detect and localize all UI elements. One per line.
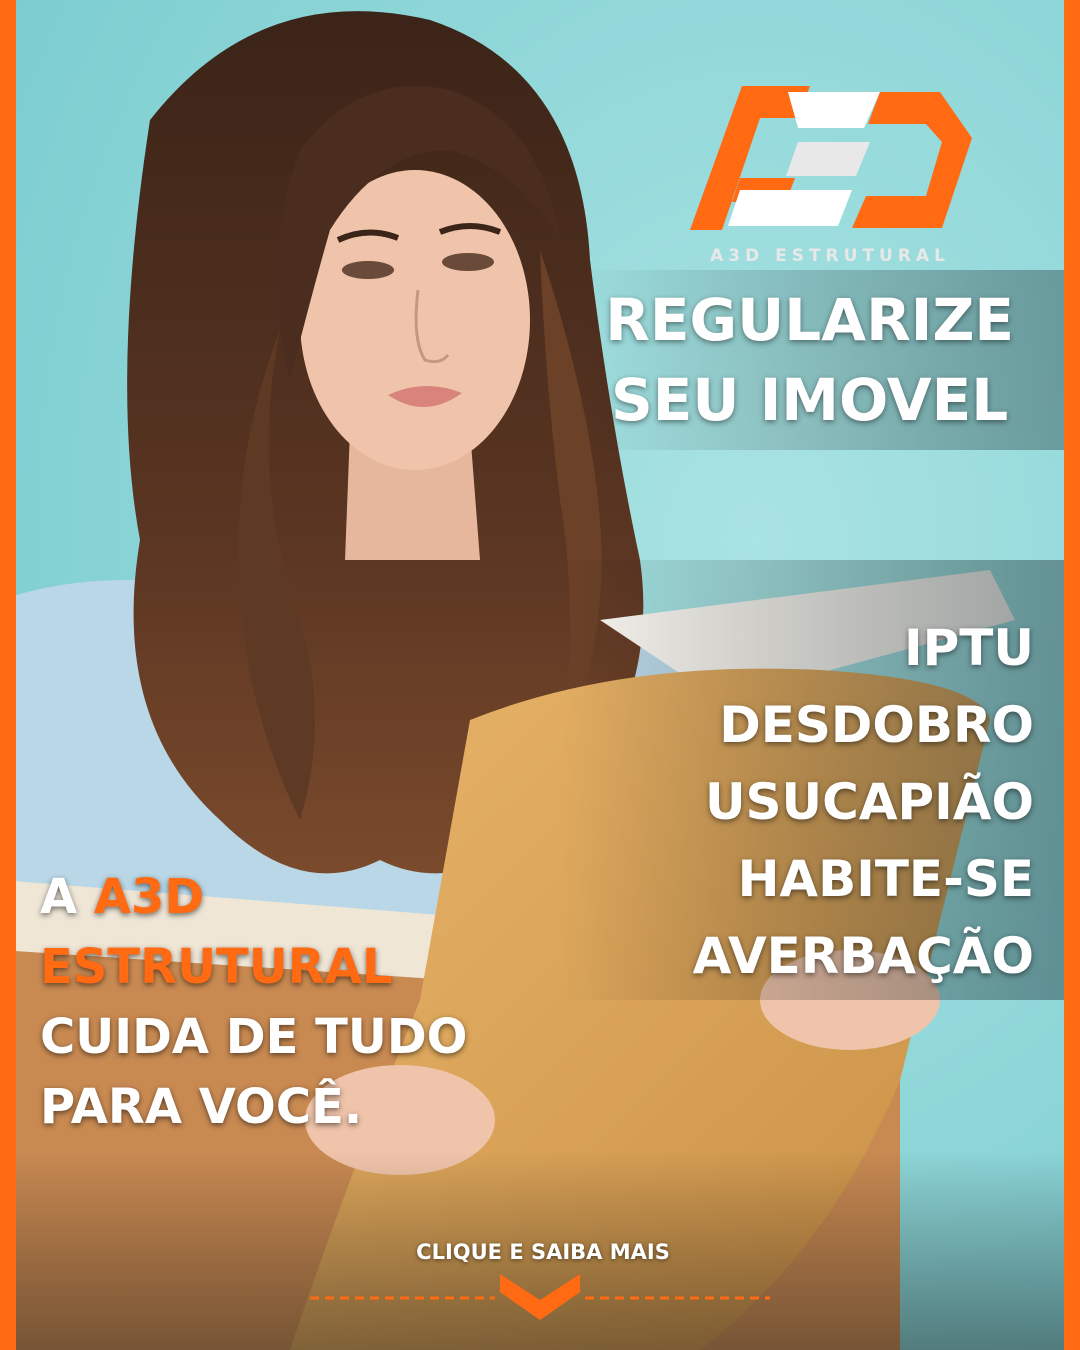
a3d-logo-icon [680,78,980,243]
tagline-line-1 [40,862,467,932]
service-item: HABITE-SE [737,850,1034,908]
tagline-highlight-a3d: A3D [93,869,205,925]
cta-button[interactable]: CLIQUE E SAIBA MAIS [416,1240,670,1264]
right-border [1064,0,1080,1350]
tagline-highlight-estrutural: ESTRUTURAL [40,939,393,995]
services-list [693,610,1034,995]
brand-logo [680,78,980,268]
tagline [40,862,467,1142]
tagline-prefix: A [40,869,94,925]
tagline-line-4: PARA VOCÊ. [40,1079,363,1135]
service-item: IPTU [904,619,1034,677]
headline [605,280,1014,440]
tagline-line-3: CUIDA DE TUDO [40,1009,468,1065]
service-item: AVERBAÇÃO [692,927,1034,985]
brand-name: A3D ESTRUTURAL [710,246,950,266]
chevron-down-icon[interactable] [300,1270,780,1330]
left-border [0,0,16,1350]
headline-line-1: REGULARIZE [605,286,1014,354]
service-item: DESDOBRO [719,696,1034,754]
service-item: USUCAPIÃO [704,773,1034,831]
headline-line-2: SEU IMOVEL [611,366,1009,434]
